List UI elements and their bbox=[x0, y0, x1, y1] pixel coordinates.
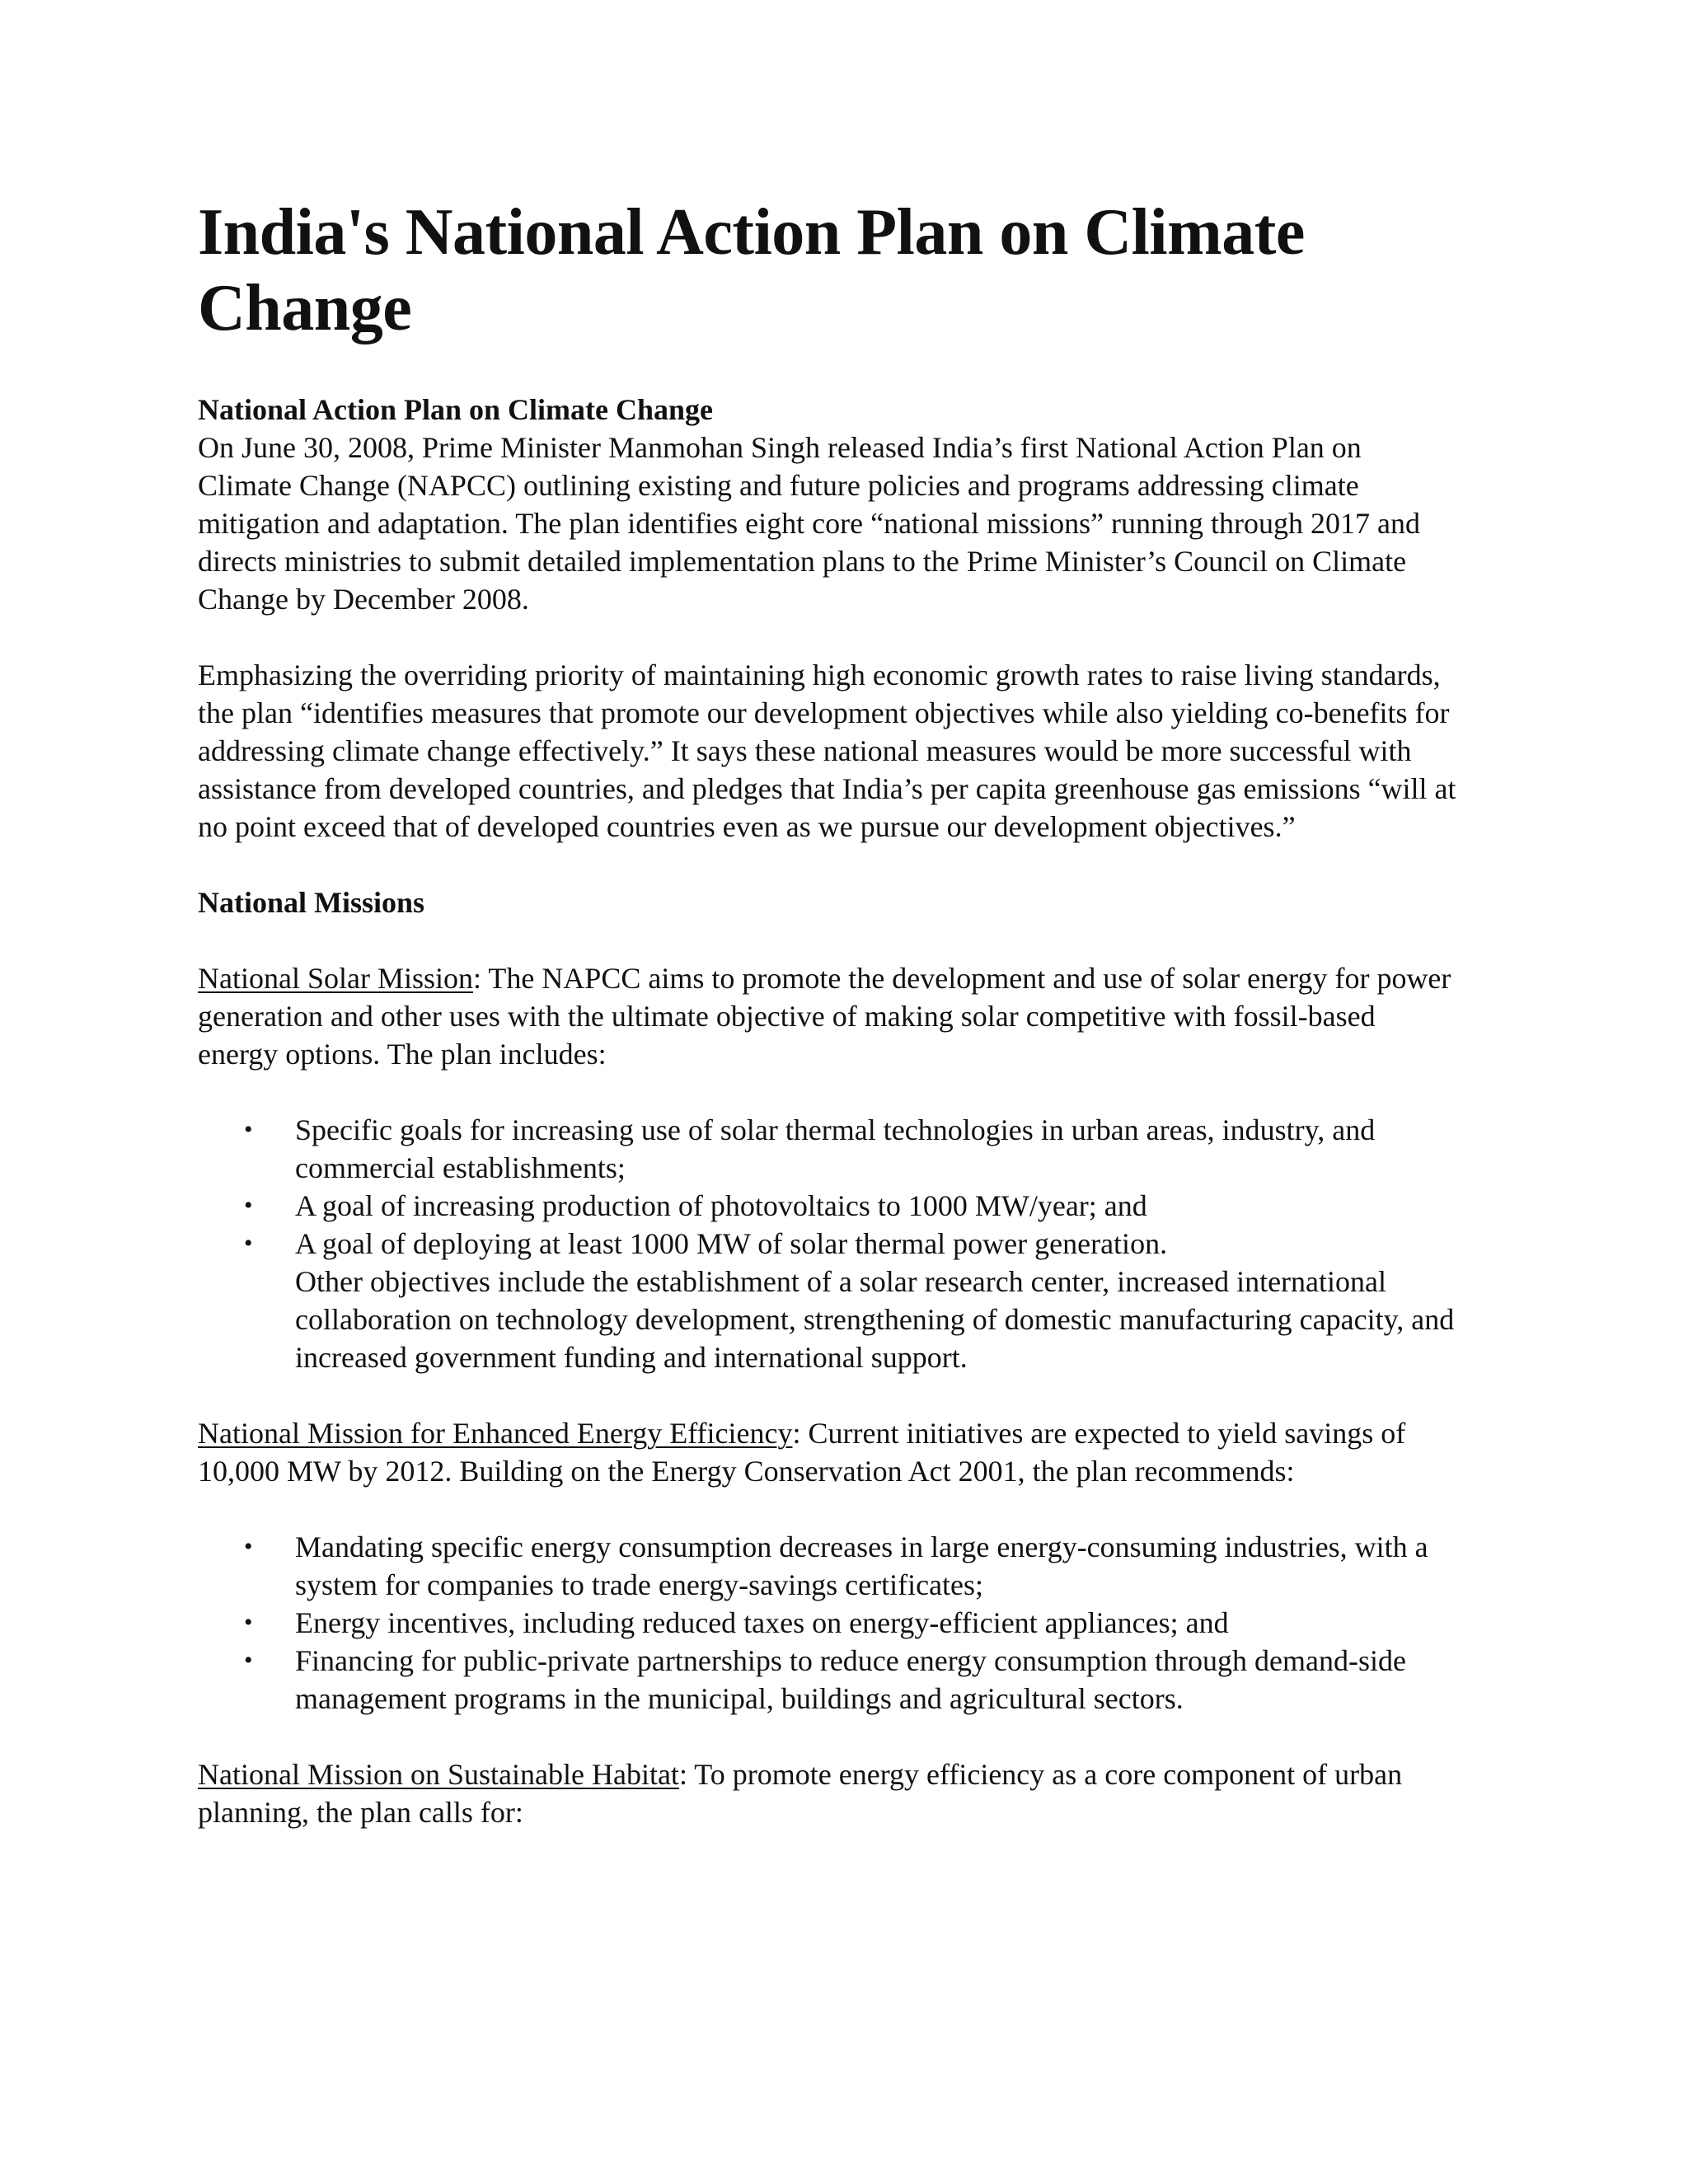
habitat-mission-name: National Mission on Sustainable Habitat bbox=[198, 1758, 679, 1791]
document-title: India's National Action Plan on Climate Change bbox=[198, 196, 1305, 344]
bullet-icon: • bbox=[244, 1609, 253, 1636]
solar-other-objectives: Other objectives include the establishment of a solar research center, increased international collaboration on technology development, strengthening of domestic manufacturing capacity, and increased government funding and international support. bbox=[295, 1265, 1455, 1374]
intro-paragraph-1: On June 30, 2008, Prime Minister Manmohan Singh released India’s first National Action Plan on Climate Change (NAPCC) outlining existing and future policies and programs addressing climate mitigation and adaptation. The plan identifies eight core “national missions” running through 2017 and directs ministries to submit detailed implementation plans to the Prime Minister’s Council on Climate Change by December 2008. bbox=[198, 431, 1421, 616]
efficiency-mission-paragraph bbox=[198, 1414, 1457, 1490]
efficiency-mission-name: National Mission for Enhanced Energy Efficiency bbox=[198, 1417, 793, 1450]
solar-mission-paragraph bbox=[198, 959, 1457, 1073]
efficiency-bullet-list bbox=[198, 1528, 1457, 1718]
list-item: • Financing for public-private partnerships to reduce energy consumption through demand-side management programs in the municipal, buildings and agricultural sectors. bbox=[295, 1642, 1457, 1718]
list-item: • Specific goals for increasing use of solar thermal technologies in urban areas, industry, and commercial establishments; bbox=[295, 1111, 1457, 1187]
habitat-mission-text: : To promote energy efficiency as a core component of urban planning, the plan calls for: bbox=[198, 1758, 1403, 1829]
solar-bullet-list bbox=[198, 1111, 1457, 1263]
bullet-icon: • bbox=[244, 1116, 253, 1143]
bullet-icon: • bbox=[244, 1230, 253, 1257]
bullet-icon: • bbox=[244, 1533, 253, 1560]
list-item: • A goal of increasing production of photovoltaics to 1000 MW/year; and bbox=[295, 1187, 1457, 1225]
list-item: • Mandating specific energy consumption decreases in large energy-consuming industries, with a system for companies to trade energy-savings certificates; bbox=[295, 1528, 1457, 1604]
intro-paragraph-2: Emphasizing the overriding priority of maintaining high economic growth rates to raise living standards, the plan “identifies measures that promote our development objectives while also yielding co-benefits for addressing climate change effectively.” It says these national measures would be more successful with assistance from developed countries, and pledges that India’s per capita greenhouse gas emissions “will at no point exceed that of developed countries even as we pursue our development objectives.” bbox=[198, 658, 1456, 843]
efficiency-mission-text: : Current initiatives are expected to yield savings of 10,000 MW by 2012. Building on the Energy Conservation Act 2001, the plan recommends: bbox=[198, 1417, 1406, 1488]
solar-mission-text: : The NAPCC aims to promote the development and use of solar energy for power generation and other uses with the ultimate objective of making solar competitive with fossil-based energy options. The plan includes: bbox=[198, 962, 1451, 1071]
list-item: • A goal of deploying at least 1000 MW of solar thermal power generation. bbox=[295, 1225, 1457, 1263]
bullet-icon: • bbox=[244, 1192, 253, 1219]
habitat-mission-paragraph bbox=[198, 1755, 1457, 1831]
solar-mission-name: National Solar Mission bbox=[198, 962, 473, 995]
intro-heading: National Action Plan on Climate Change bbox=[198, 393, 714, 426]
missions-heading: National Missions bbox=[198, 886, 425, 919]
list-item: • Energy incentives, including reduced taxes on energy-efficient appliances; and bbox=[295, 1604, 1457, 1642]
bullet-icon: • bbox=[244, 1647, 253, 1674]
